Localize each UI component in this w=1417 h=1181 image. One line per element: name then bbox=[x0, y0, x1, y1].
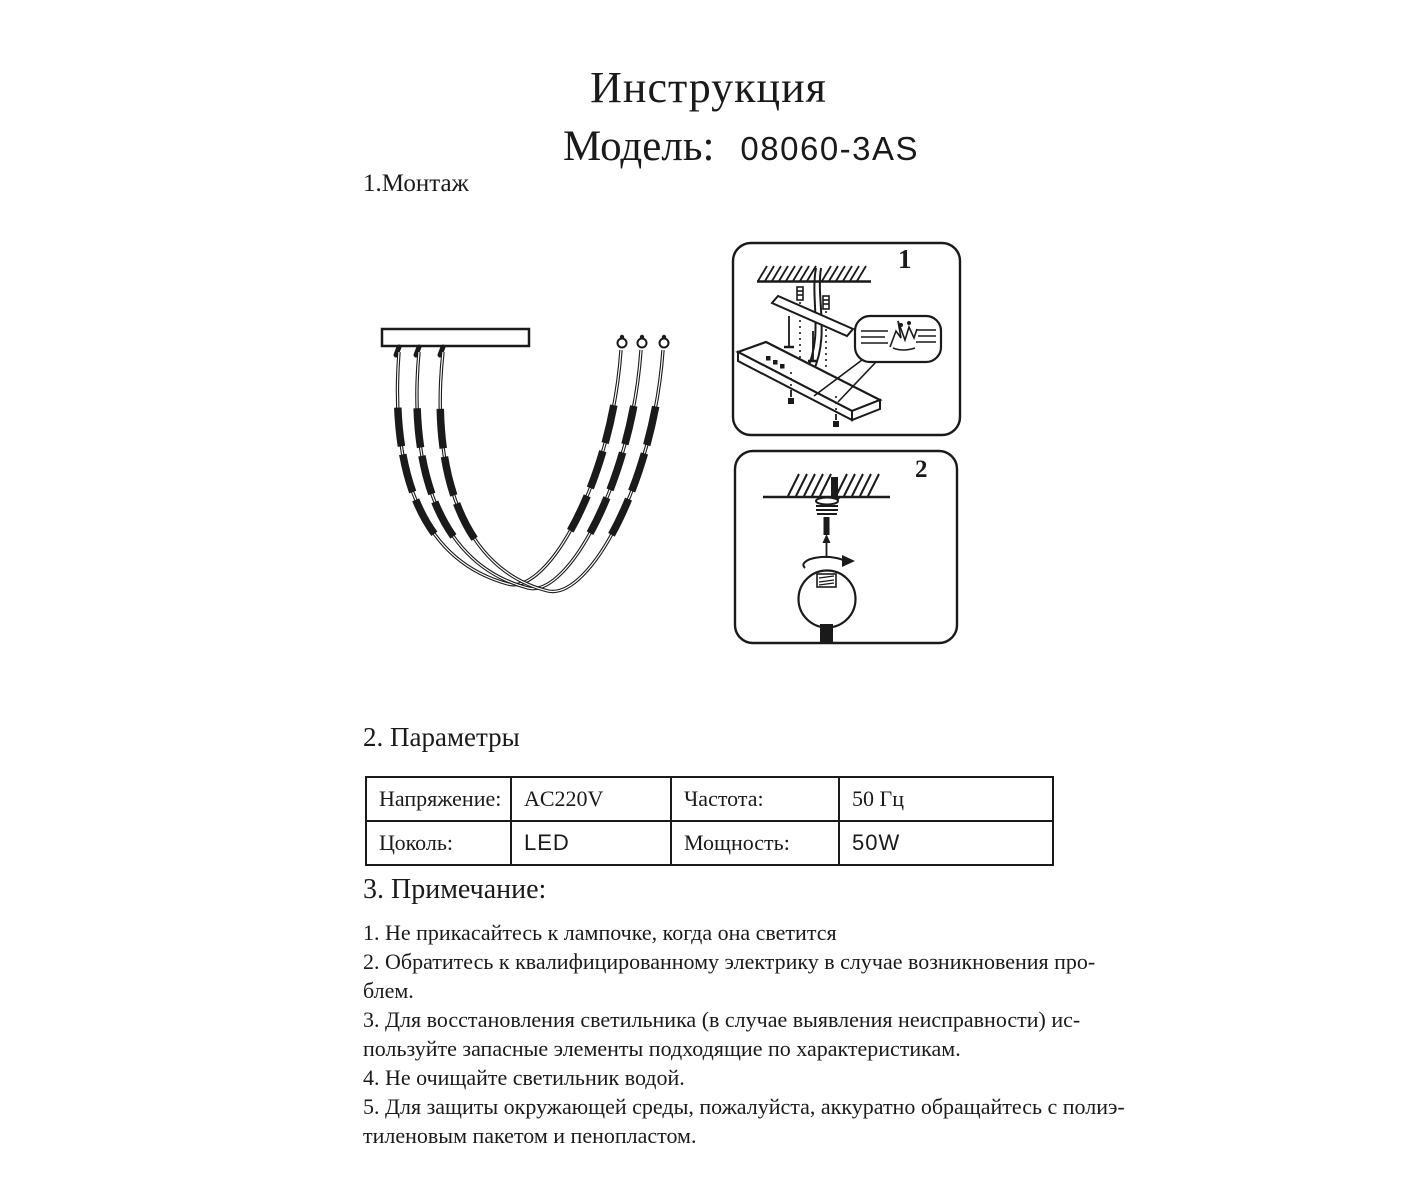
fixture-drawing bbox=[382, 329, 669, 591]
table-row bbox=[366, 821, 1053, 865]
section-heading-montage: 1.Монтаж bbox=[363, 170, 469, 197]
param-value-socket: LED bbox=[511, 821, 671, 865]
param-label-voltage: Напряжение: bbox=[366, 777, 511, 821]
model-label: Модель: bbox=[563, 123, 715, 170]
page-title: Инструкция bbox=[590, 63, 827, 112]
param-value-frequency: 50 Гц bbox=[839, 777, 1053, 821]
table-row bbox=[366, 777, 1053, 821]
notes-list bbox=[363, 918, 1125, 1150]
hanging-rings bbox=[618, 335, 669, 348]
param-value-power: 50W bbox=[839, 821, 1053, 865]
step-1-panel bbox=[733, 243, 960, 435]
note-line: тиленовым пакетом и пенопластом. bbox=[363, 1123, 697, 1148]
cable-arc bbox=[397, 350, 621, 585]
note-line: пользуйте запасные элементы подходящие по характеристикам. bbox=[363, 1036, 961, 1061]
parameters-table bbox=[365, 776, 1054, 866]
section-heading-notes: 3. Примечание: bbox=[363, 874, 547, 905]
step-1-number: 1 bbox=[898, 244, 912, 274]
note-line: 1. Не прикасайтесь к лампочке, когда она светится bbox=[363, 920, 837, 945]
note-line: 3. Для восстановления светильника (в случае выявления неисправности) ис- bbox=[363, 1007, 1081, 1032]
cable-arc bbox=[440, 350, 663, 591]
param-label-socket: Цоколь: bbox=[366, 821, 511, 865]
note-line: 2. Обратитесь к квалифицированному электрику в случае возникновения про- bbox=[363, 949, 1096, 974]
note-line: 4. Не очищайте светильник водой. bbox=[363, 1065, 685, 1090]
note-line: 5. Для защиты окружающей среды, пожалуйста, аккуратно обращайтесь с полиэ- bbox=[363, 1094, 1125, 1119]
param-label-power: Мощность: bbox=[671, 821, 839, 865]
param-value-voltage: AC220V bbox=[511, 777, 671, 821]
step-2-number: 2 bbox=[915, 456, 928, 483]
model-number: 08060-3AS bbox=[740, 130, 920, 167]
note-line: блем. bbox=[363, 978, 414, 1003]
param-label-frequency: Частота: bbox=[671, 777, 839, 821]
section-heading-params: 2. Параметры bbox=[363, 722, 520, 752]
